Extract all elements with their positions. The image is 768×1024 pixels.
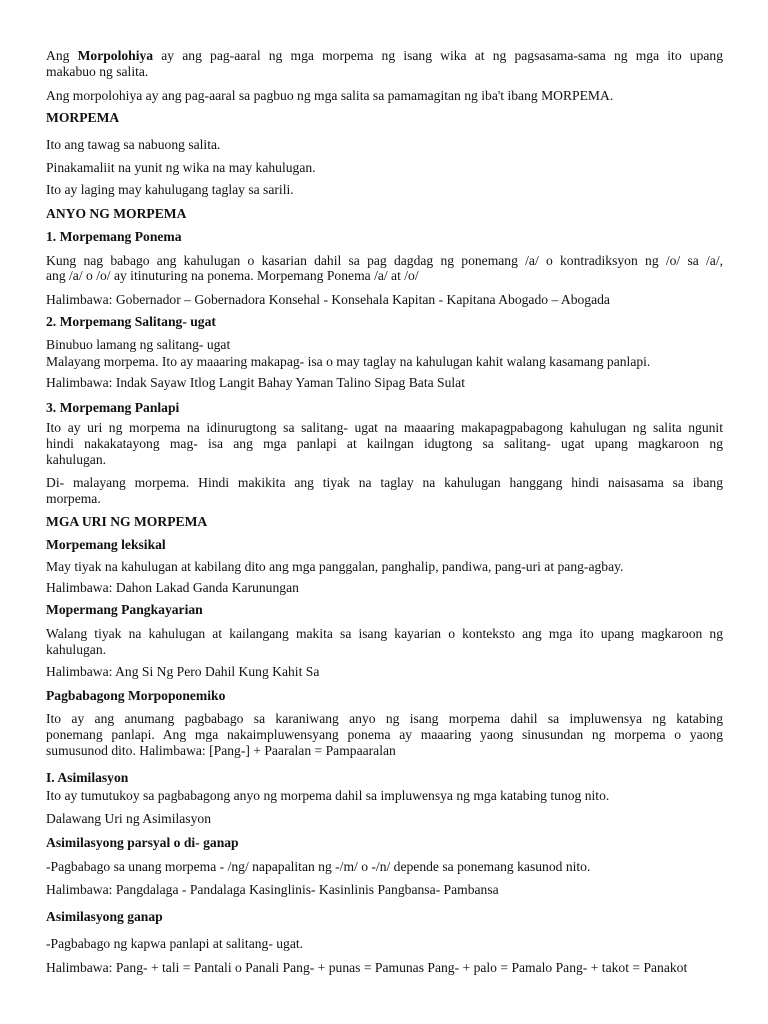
subsection-heading: 3. Morpemang Panlapi — [46, 400, 180, 415]
paragraph-line: -Pagbabago ng kapwa panlapi at salitang- ugat. — [46, 936, 304, 951]
paragraph-line — [46, 48, 723, 64]
paragraph-line: kahulugan. — [46, 452, 107, 467]
term-morpolohiya: Morpolohiya — [77, 48, 154, 63]
paragraph-line: ponemang panlapi. Ang mga nakaimpluwensyang ponema ay maaaring yaong sinusundan ng morpema o yaong — [46, 727, 723, 742]
section-heading: ANYO NG MORPEMA — [46, 206, 187, 221]
paragraph-line: Pinakamaliit na yunit ng wika na may kahulugan. — [46, 160, 316, 175]
paragraph-line: -Pagbabago sa unang morpema - /ng/ napapalitan ng -/m/ o -/n/ depende sa ponemang kasunod nito. — [46, 859, 591, 874]
paragraph-line: Malayang morpema. Ito ay maaaring makapag- isa o may taglay na kahulugan kahit walang kasamang panlapi. — [46, 354, 651, 369]
paragraph-line: Ang morpolohiya ay ang pag-aaral sa pagbuo ng mga salita sa pamamagitan ng iba't ibang MORPEMA. — [46, 88, 614, 103]
paragraph-line: hindi nakakatayong mag- isa ang mga panlapi at kailngan idugtong sa salitang- ugat upang magkaroon ng — [46, 436, 723, 451]
paragraph-line: morpema. — [46, 491, 101, 506]
paragraph-line: makabuo ng salita. — [46, 64, 149, 79]
section-heading: MORPEMA — [46, 110, 120, 125]
subsection-heading: 1. Morpemang Ponema — [46, 229, 182, 244]
text-span: Ang — [46, 48, 78, 63]
section-heading: MGA URI NG MORPEMA — [46, 514, 208, 529]
paragraph-line: ang /a/ o /o/ ay itinuturing na ponema. Morpemang Ponema /a/ at /o/ — [46, 268, 419, 283]
example-line: Halimbawa: Pangdalaga - Pandalaga Kasinglinis- Kasinlinis Pangbansa- Pambansa — [46, 882, 499, 897]
subsection-heading: Pagbabagong Morpoponemiko — [46, 688, 226, 703]
paragraph-line: kahulugan. — [46, 642, 107, 657]
example-line: Halimbawa: Ang Si Ng Pero Dahil Kung Kahit Sa — [46, 664, 320, 679]
paragraph-line: Ito ay laging may kahulugang taglay sa sarili. — [46, 182, 294, 197]
paragraph-line: Walang tiyak na kahulugan at kailangang makita sa isang kayarian o konteksto ang mga ito upang magkaroon ng — [46, 626, 723, 641]
subsection-heading: I. Asimilasyon — [46, 770, 129, 785]
subsection-heading: Asimilasyong parsyal o di- ganap — [46, 835, 239, 850]
example-line: Halimbawa: Dahon Lakad Ganda Karunungan — [46, 580, 299, 595]
paragraph-line: Binubuo lamang ng salitang- ugat — [46, 337, 231, 352]
paragraph-line: Ito ang tawag sa nabuong salita. — [46, 137, 221, 152]
subsection-heading: Morpemang leksikal — [46, 537, 166, 552]
example-line: Halimbawa: Pang- + tali = Pantali o Panali Pang- + punas = Pamunas Pang- + palo = Pamalo Pang- + takot = Panakot — [46, 960, 688, 975]
paragraph-line: sumusunod dito. Halimbawa: [Pang-] + Paaralan = Pampaaralan — [46, 743, 396, 758]
example-line: Halimbawa: Gobernador – Gobernadora Konsehal - Konsehala Kapitan - Kapitana Abogado – Abogada — [46, 292, 610, 307]
text-span: ay ang pag-aaral ng mga morpema ng isang wika at ng pagsasama-sama ng mga ito upang — [153, 48, 724, 63]
subsection-heading: Asimilasyong ganap — [46, 909, 163, 924]
paragraph-line: Ito ay ang anumang pagbabago sa karaniwang anyo ng isang morpema dahil sa impluwensya ng katabing — [46, 711, 723, 726]
example-line: Halimbawa: Indak Sayaw Itlog Langit Bahay Yaman Talino Sipag Bata Sulat — [46, 375, 465, 390]
paragraph-line: Kung nag babago ang kahulugan o kasarian dahil sa pag dagdag ng ponemang /a/ o kontradiksyon ng /o/ sa /a/, — [46, 253, 723, 268]
paragraph-line: May tiyak na kahulugan at kabilang dito ang mga panggalan, panghalip, pandiwa, pang-uri at pang-agbay. — [46, 559, 624, 574]
paragraph-line: Di- malayang morpema. Hindi makikita ang tiyak na taglay na kahulugan hanggang hindi naisasama sa ibang — [46, 475, 723, 490]
paragraph-line: Ito ay tumutukoy sa pagbabagong anyo ng morpema dahil sa impluwensya ng mga katabing tunog nito. — [46, 788, 610, 803]
paragraph-line: Dalawang Uri ng Asimilasyon — [46, 811, 211, 826]
subsection-heading: Mopermang Pangkayarian — [46, 602, 203, 617]
subsection-heading: 2. Morpemang Salitang- ugat — [46, 314, 216, 329]
paragraph-line: Ito ay uri ng morpema na idinurugtong sa salitang- ugat na maaaring makapagpabagong kahulugan ng salita ngunit — [46, 420, 723, 435]
